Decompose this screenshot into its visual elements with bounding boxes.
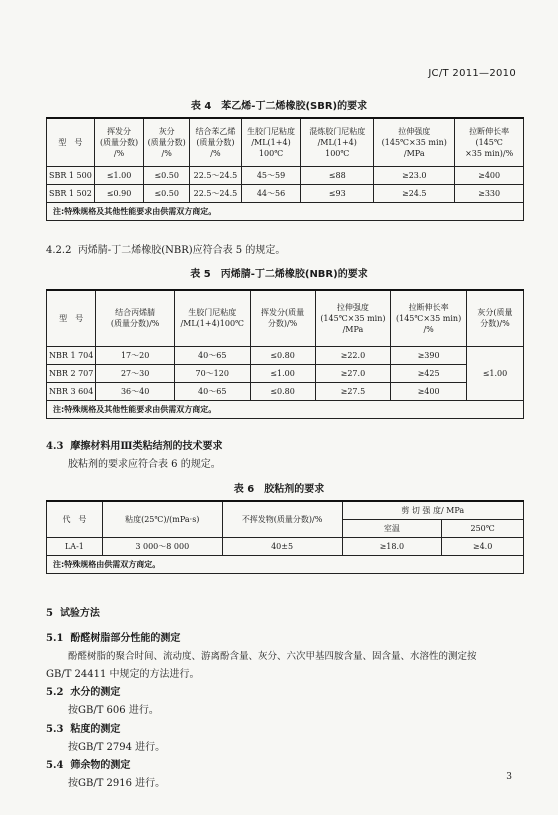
table-cell: 40～65 [174,346,250,364]
table5-ash-cell: ≤1.00 [466,346,523,400]
header-line: 灰分 [158,126,175,136]
section-number: 5.4 [46,760,64,771]
header-line: 分数)/% [267,319,298,329]
section-5-3-text: 按GB/T 2794 进行。 [68,742,166,753]
header-line: ×35 min)/% [465,148,514,158]
section-5-4-text: 按GB/T 2916 进行。 [68,778,166,789]
table-cell: 40±5 [222,537,342,555]
table-cell: ≥27.5 [315,382,391,400]
table-cell: NBR 2 707 [47,364,96,382]
table5 [46,289,524,419]
table-row [47,346,524,364]
header-line: (质量分数) [147,137,186,147]
section-4-3-text: 胶粘剂的要求应符合表 6 的规定。 [68,459,221,470]
table-row [47,382,524,400]
table-cell: ≤1.00 [250,364,315,382]
header-line: 生胶门尼粘度 [188,308,237,318]
t6-h-250: 250℃ [442,519,524,537]
table-cell: 36～40 [96,382,175,400]
table6 [46,500,524,574]
section-title: 摩擦材料用Ⅲ类粘结剂的技术要求 [70,441,223,452]
table-cell: ≥400 [455,166,524,184]
section-5-1-line1: 酚醛树脂的聚合时间、流动度、游离酚含量、灰分、六次甲基四胺含量、固含量、水溶性的测定按 [68,651,477,662]
table-cell: ≤0.80 [250,382,315,400]
header-line: /% [113,148,125,158]
section-5-4-heading [46,756,130,771]
table5-note: 注:特殊规格及其他性能要求由供需双方商定。 [47,400,524,418]
header-line: 拉伸强度 [398,126,431,136]
t4-h6 [374,118,455,166]
table5-header-row [47,290,524,346]
t5-h2 [174,290,250,346]
section-5-heading [46,604,100,619]
table-cell: ≥425 [391,364,467,382]
section-number: 5.2 [46,687,64,698]
table-cell: 3 000～8 000 [102,537,222,555]
header-line: (145℃×35 min) [381,137,447,147]
table-cell: ≤0.90 [94,184,143,202]
section-5-1-heading [46,629,180,644]
table-cell: ≤93 [301,184,374,202]
table-cell: ≥23.0 [374,166,455,184]
header-line: (质量分数) [99,137,139,147]
table-cell: 22.5～24.5 [190,166,242,184]
table-row [47,537,524,555]
header-line: 拉伸强度 [336,302,369,312]
t5-h4 [315,290,391,346]
table-cell: ≤0.80 [250,346,315,364]
t6-h-room: 室温 [342,519,442,537]
section-5-1-line2: GB/T 24411 中规定的方法进行。 [46,669,200,680]
header-line: (质量分数) [196,137,235,147]
section-title: 筛余物的测定 [70,760,131,771]
section-title: 试验方法 [59,608,100,619]
page-number: 3 [506,772,512,782]
header-line: /MPa [403,148,425,158]
t6-h-nonvolatile: 不挥发物(质量分数)/% [222,501,342,537]
table-cell: ≤1.00 [94,166,143,184]
table6-note: 注:特殊规格由供需双方商定。 [47,555,524,573]
table-cell: ≥22.0 [315,346,391,364]
table-cell: NBR 3 604 [47,382,96,400]
t4-h0 [47,118,95,166]
table-cell: 44～56 [241,184,300,202]
header-line: /MPa [342,324,364,334]
paragraph-text: 丙烯腈-丁二烯橡胶(NBR)应符合表 5 的规定。 [77,245,286,256]
header-line: 生胶门尼粘度 [247,126,296,136]
table-cell: ≥330 [455,184,524,202]
section-title: 粘度的测定 [70,724,121,735]
t4-h4 [241,118,300,166]
table-cell: 27～30 [96,364,175,382]
table-cell: 17～20 [96,346,175,364]
standard-code: JC/T 2011—2010 [428,68,516,79]
table-cell: 45～59 [241,166,300,184]
section-number: 5.3 [46,724,64,735]
header-line: (145℃ [475,137,503,147]
header-line: /% [423,324,434,334]
t6-h-viscosity: 粘度(25℃)/(mPa·s) [102,501,222,537]
section-number: 5 [46,608,53,619]
t5-h5 [391,290,467,346]
header-line: /ML(1+4)100℃ [180,319,244,329]
section-number: 5.1 [46,633,64,644]
table-cell: ≤0.50 [144,166,190,184]
para-4-2-2 [46,241,285,256]
header-line: 拉断伸长率 [408,302,449,312]
t4-h5 [301,118,374,166]
section-5-3-heading [46,720,120,735]
table5-caption: 表 5 丙烯腈-丁二烯橡胶(NBR)的要求 [190,269,368,280]
header-line: 100℃ [258,148,284,158]
table-cell: 40～65 [174,382,250,400]
table-cell: ≥390 [391,346,467,364]
header-line: 结合苯乙烯 [195,126,236,136]
header-line: 挥发分 [107,126,132,136]
section-5-2-heading [46,683,120,698]
header-line: 型 号 [58,137,83,147]
table-cell: ≤88 [301,166,374,184]
header-line: /ML(1+4) [251,137,291,147]
table-cell: 22.5～24.5 [190,184,242,202]
table-cell: SBR 1 500 [47,166,95,184]
header-line: 灰分(质量 [477,308,513,318]
table-row [47,184,524,202]
header-line: 拉断伸长率 [469,126,510,136]
header-line: /ML(1+4) [317,137,357,147]
t6-h-shear: 剪 切 强 度/ MPa [342,501,524,519]
table-cell: ≥24.5 [374,184,455,202]
table-cell: ≥27.0 [315,364,391,382]
section-4-3-heading [46,437,223,452]
t5-h0 [47,290,96,346]
section-title: 水分的测定 [70,687,121,698]
t5-h3 [250,290,315,346]
table4-caption: 表 4 苯乙烯-丁二烯橡胶(SBR)的要求 [190,101,368,112]
table-cell: LA-1 [47,537,103,555]
header-line: /% [210,148,221,158]
header-line: (145℃×35 min) [320,313,386,323]
table6-caption: 表 6 胶粘剂的要求 [233,484,325,495]
t4-h3 [190,118,242,166]
header-line: 混炼胶门尼粘度 [309,126,366,136]
table6-header-row1 [47,501,524,519]
table6-note-row [47,555,524,573]
header-line: (质量分数)/% [110,319,160,329]
t6-h-code: 代 号 [47,501,103,537]
table4 [46,117,524,221]
header-line: 结合丙烯腈 [115,308,156,318]
table-cell: ≥18.0 [342,537,442,555]
section-number: 4.3 [46,441,64,452]
section-title: 酚醛树脂部分性能的测定 [70,633,181,644]
header-line: 型 号 [59,313,84,323]
table-cell: ≥4.0 [442,537,524,555]
table4-header-row [47,118,524,166]
table-cell: 70～120 [174,364,250,382]
t4-h2 [144,118,190,166]
table-row [47,166,524,184]
section-5-2-text: 按GB/T 606 进行。 [68,705,159,716]
t4-h7 [455,118,524,166]
header-line: /% [161,148,172,158]
t5-h6 [466,290,523,346]
table5-note-row [47,400,524,418]
table-row [47,364,524,382]
table4-note-row [47,202,524,220]
table-cell: ≤0.50 [144,184,190,202]
table-cell: ≥400 [391,382,467,400]
header-line: 分数)/% [480,319,510,329]
t5-h1 [96,290,175,346]
table4-note: 注:特殊规格及其他性能要求由供需双方商定。 [47,202,524,220]
header-line: (145℃×35 min) [396,313,462,323]
table-cell: NBR 1 704 [47,346,96,364]
section-number: 4.2.2 [46,245,72,256]
t4-h1 [94,118,143,166]
header-line: 100℃ [325,148,350,158]
header-line: 挥发分(质量 [260,308,305,318]
table-cell: SBR 1 502 [47,184,95,202]
